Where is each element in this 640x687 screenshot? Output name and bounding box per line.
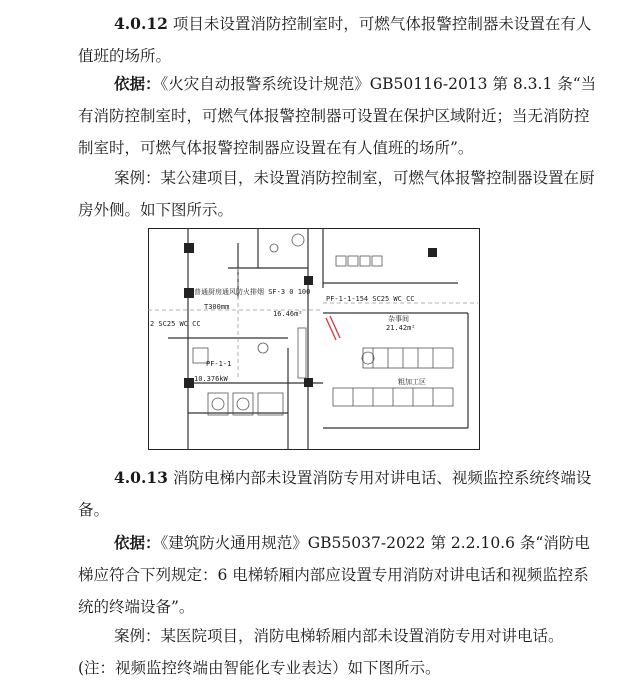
label-kw: 10.376kW	[194, 375, 228, 383]
case-paragraph: 案例：某医院项目，消防电梯轿厢内部未设置消防专用对讲电话。(注：视频监控终端由智能化专业表达）如下图所示。	[78, 627, 564, 677]
case-paragraph: 案例：某公建项目，未设置消防控制室，可燃气体报警控制器设置在厨房外侧。如下图所示。	[78, 169, 595, 219]
basis-label: 依据：	[114, 533, 161, 552]
label-pf: PF-1-1	[206, 360, 232, 368]
basis-text: 《建筑防火通用规范》GB55037-2022 第 2.2.10.6 条“消防电梯应符合下列规定：6 电梯轿厢内部应设置专用消防对讲电话和视频监控系统的终端设备”。	[78, 534, 590, 616]
label-left-top: 普通厨房通风防火排烟 SF-3 0 100	[194, 288, 311, 296]
section-4-0-13-heading	[78, 462, 598, 526]
cad-floor-plan-figure	[148, 228, 480, 450]
label-area-small: 16.46m²	[273, 310, 303, 318]
basis-paragraph	[78, 527, 598, 623]
section-title: 消防电梯内部未设置消防专用对讲电话、视频监控系统终端设备。	[78, 469, 592, 519]
basis-paragraph	[78, 68, 598, 164]
section-number: 4.0.12	[114, 14, 168, 33]
basis-text: 《火灾自动报警系统设计规范》GB50116-2013 第 8.3.1 条“当有消防控制室时，可燃气体报警控制器可设置在保护区域附近；当无消防控制室时，可燃气体报警控制器应设置在有人值班的场所”。	[78, 75, 597, 157]
section-title: 项目未设置消防控制室时，可燃气体报警控制器未设置在有人值班的场所。	[78, 15, 592, 65]
label-sc25-left: 2 SC25 WC CC	[150, 320, 201, 328]
section-number: 4.0.13	[114, 468, 168, 487]
label-area-right: 21.42m²	[386, 324, 416, 332]
basis-label: 依据：	[114, 74, 161, 93]
label-pipe-right: PF-1-1-154 SC25 WC CC	[326, 295, 415, 303]
label-room-right: 杂事间	[388, 315, 409, 323]
label-room-lower: 粗加工区	[398, 378, 426, 386]
label-300: T300mm	[204, 303, 230, 311]
section-4-0-12-heading	[78, 8, 598, 72]
